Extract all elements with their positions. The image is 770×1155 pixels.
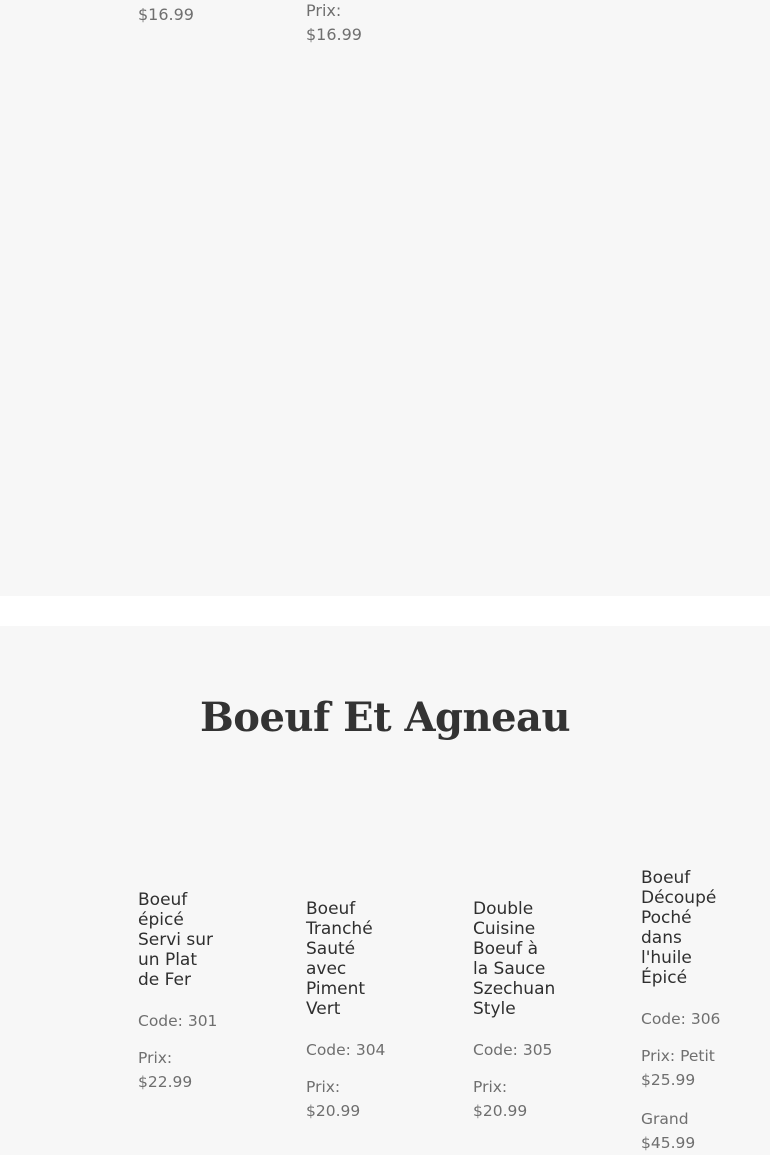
menu-item-price: $20.99	[473, 1102, 528, 1120]
menu-item-price-label: Prix:	[138, 1049, 173, 1067]
menu-item-price: $22.99	[138, 1073, 193, 1091]
menu-item-name: Boeuf Découpé Poché dans l'huile Épicé	[641, 868, 717, 988]
menu-item-code: Code: 306	[641, 1010, 721, 1028]
menu-item-price: $16.99	[138, 5, 194, 24]
menu-item	[641, 868, 723, 1155]
menu-item	[138, 890, 220, 1094]
menu-item	[473, 899, 555, 1123]
menu-item-price-label: Prix:	[306, 1078, 341, 1096]
menu-item-price-label: Prix: Petit	[641, 1047, 715, 1065]
menu-item-code: Code: 305	[473, 1041, 553, 1059]
menu-item-price-label: Prix:	[306, 1, 342, 20]
menu-item-price-label: Prix:	[473, 1078, 508, 1096]
menu-item-name: Boeuf Tranché Sauté avec Piment Vert	[306, 899, 373, 1019]
menu-item	[306, 899, 388, 1123]
menu-item-price: $25.99	[641, 1071, 696, 1089]
menu-item-code: Code: 301	[138, 1012, 218, 1030]
menu-item-code: Code: 304	[306, 1041, 386, 1059]
menu-item-price: $45.99	[641, 1134, 696, 1152]
section-divider	[0, 596, 770, 626]
menu-item-price: $20.99	[306, 1102, 361, 1120]
menu-item-name: Double Cuisine Boeuf à la Sauce Szechuan Style	[473, 899, 556, 1019]
menu-item-price: $16.99	[306, 25, 362, 44]
menu-item-name: Boeuf épicé Servi sur un Plat de Fer	[138, 890, 214, 990]
section-title: Boeuf Et Agneau	[199, 694, 571, 741]
menu-item-price-label: Grand	[641, 1110, 689, 1128]
